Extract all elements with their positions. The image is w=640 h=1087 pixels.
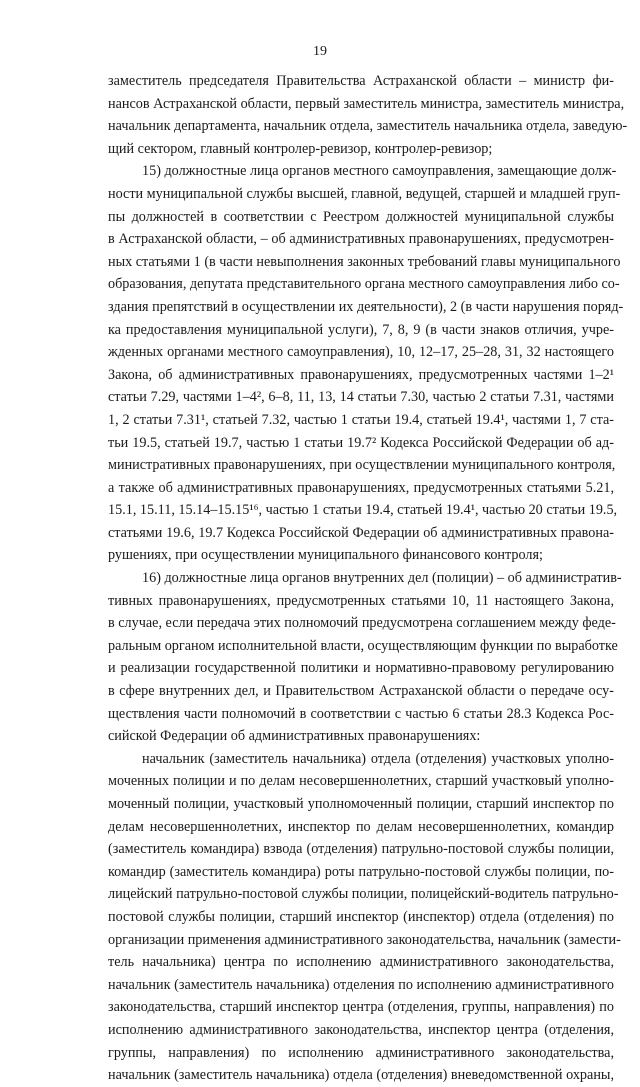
text-line: начальник (заместитель начальника) отделения по исполнению административного (108, 976, 614, 993)
text-line: заместитель председателя Правительства Астраханской области – министр фи- (108, 73, 614, 89)
document-body (108, 70, 628, 1087)
text-line: ральным органом исполнительной власти, осуществляющим функции по выработке (108, 637, 618, 654)
text-line: в случае, если передача этих полномочий предусмотрена соглашением между феде- (108, 615, 616, 632)
text-line: ществления части полномочий в соответствии с частью 6 статьи 28.3 Кодекса Рос- (108, 705, 614, 722)
text-line: 15.1, 15.11, 15.14–15.15¹⁶, частью 1 статьи 19.4, статьей 19.4¹, частью 20 статьи 19.5, (108, 502, 618, 519)
text-line: пы должностей в соответствии с Реестром должностей муниципальной службы (108, 208, 614, 225)
text-line: статьями 19.6, 19.7 Кодекса Российской Федерации об административных правона- (108, 524, 614, 541)
text-line: тивных правонарушениях, предусмотренных статьями 10, 11 настоящего Закона, (108, 592, 614, 609)
text-line: постовой службы полиции, старший инспектор (инспектор) отдела (отделения) по (108, 908, 614, 925)
text-line: сийской Федерации об административных правонарушениях: (108, 728, 481, 745)
text-line: в Астраханской области, – об административных правонарушениях, предусмотрен- (108, 231, 614, 248)
text-line: рушениях, при осуществлении муниципального финансового контроля; (108, 547, 543, 564)
paragraph-start-line: 16) должностные лица органов внутренних дел (полиции) – об административ- (142, 570, 622, 587)
paragraph-start-line: начальник (заместитель начальника) отдела (отделения) участковых уполно- (142, 750, 614, 767)
text-line: законодательства, старший инспектор центра (отделения, группы, направления) по (108, 999, 614, 1016)
text-line: жденных органами местного самоуправления), 10, 12–17, 25–28, 31, 32 настоящего (108, 344, 614, 361)
text-line: исполнению административного законодательства, инспектор центра (отделения, (108, 1021, 614, 1038)
text-line: (заместитель командира) взвода (отделения) патрульно-постовой службы полиции, (108, 841, 614, 858)
text-line: щий сектором, главный контролер-ревизор, контролер-ревизор; (108, 140, 493, 157)
text-line: командир (заместитель командира) роты патрульно-постовой службы полиции, по- (108, 863, 614, 880)
text-line: а также об административных правонарушениях, предусмотренных статьями 5.21, (108, 479, 614, 496)
text-line: ности муниципальной службы высшей, главной, ведущей, старшей и младшей груп- (108, 185, 621, 202)
text-line: моченных полиции и по делам несовершеннолетних, старший участковый уполно- (108, 773, 614, 790)
text-line: здания препятствий в осуществлении их деятельности), 2 (в части нарушения поряд- (108, 298, 624, 315)
page-number: 19 (313, 44, 327, 59)
text-line: нансов Астраханской области, первый заместитель министра, заместитель министра, (108, 95, 625, 112)
text-line: образования, депутата представительного органа местного самоуправления либо со- (108, 276, 620, 293)
text-line: Закона, об административных правонарушениях, предусмотренных частями 1–2¹ (108, 366, 614, 383)
text-line: тель начальника) центра по исполнению административного законодательства, (108, 954, 614, 971)
text-line: ка предоставления муниципальной услуги), 7, 8, 9 (в части знаков отличия, учре- (108, 321, 614, 338)
text-line: в сфере внутренних дел, и Правительством Астраханской области о передаче осу- (108, 683, 614, 700)
text-line: группы, направления) по исполнению административного законодательства, (108, 1044, 614, 1061)
text-line: и реализации государственной политики и нормативно-правовому регулированию (108, 660, 614, 677)
text-line: начальник департамента, начальник отдела, заместитель начальника отдела, заведую- (108, 118, 628, 135)
text-line: 1, 2 статьи 7.31¹, статьей 7.32, частью 1 статьи 19.4, статьей 19.4¹, частями 1, 7 ста- (108, 411, 614, 428)
text-line: тьи 19.5, статьей 19.7, частью 1 статьи 19.7² Кодекса Российской Федерации об ад- (108, 434, 614, 451)
text-line: ных статьями 1 (в части невыполнения законных требований главы муниципального (108, 253, 621, 270)
text-line: статьи 7.29, частями 1–4², 6–8, 11, 13, 14 статьи 7.30, частью 2 статьи 7.31, частями (108, 389, 614, 406)
text-line: делам несовершеннолетних, инспектор по делам несовершеннолетних, командир (108, 818, 614, 835)
text-line: начальник (заместитель начальника) отдела (отделения) вневедомственной охраны, (108, 1067, 614, 1084)
text-line: лицейский патрульно-постовой службы полиции, полицейский-водитель патрульно- (108, 886, 619, 903)
paragraph-start-line: 15) должностные лица органов местного самоуправления, замещающие долж- (142, 163, 617, 180)
text-line: моченный полиции, участковый уполномоченный полиции, старший инспектор по (108, 796, 614, 812)
text-line: министративных правонарушениях, при осуществлении муниципального контроля, (108, 457, 616, 474)
text-line: организации применения административного законодательства, начальник (замести- (108, 931, 621, 948)
